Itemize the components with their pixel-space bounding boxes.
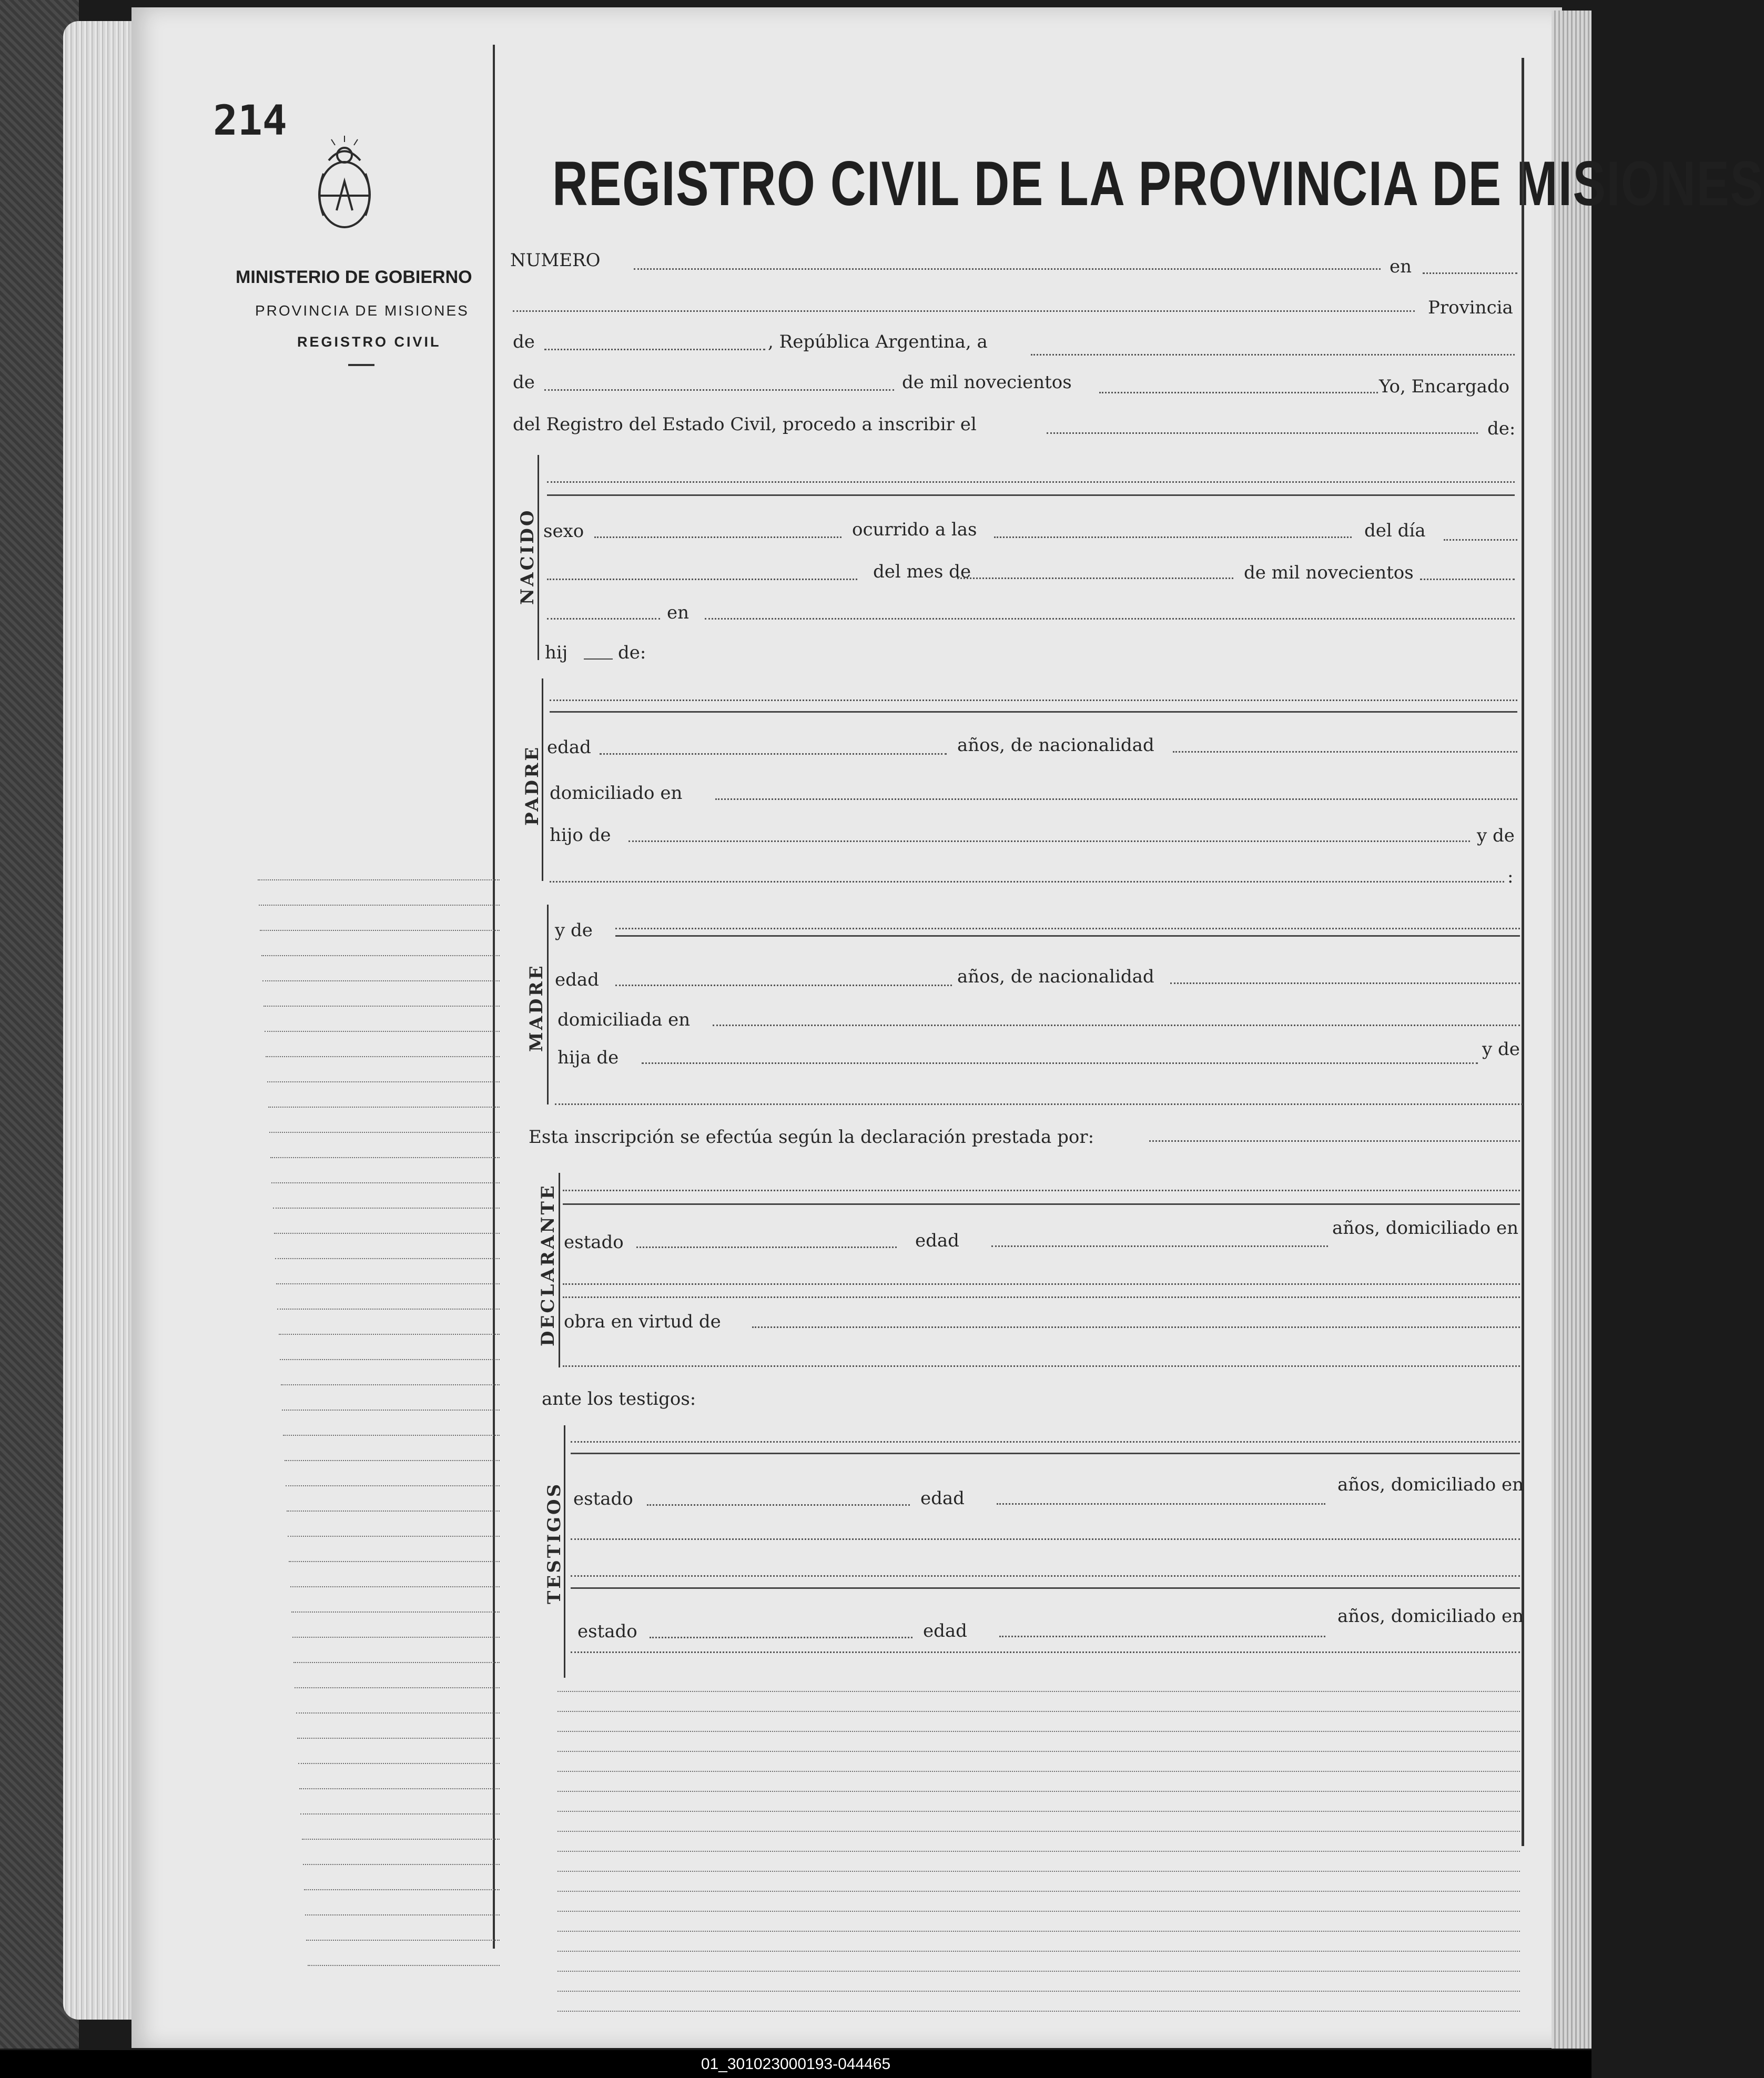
label-de-colon: de: (1487, 418, 1516, 439)
margin-note-line[interactable] (281, 1384, 500, 1385)
divider-testigo-1 (571, 1453, 1520, 1454)
field-hora[interactable] (994, 536, 1352, 538)
margin-note-line[interactable] (287, 1511, 500, 1512)
observation-line[interactable] (557, 1751, 1520, 1752)
divider-padre (550, 711, 1517, 713)
margin-note-line[interactable] (282, 1410, 500, 1411)
right-border-line (1522, 58, 1524, 1846)
observation-line[interactable] (557, 1731, 1520, 1732)
label-edad-padre: edad (547, 737, 591, 758)
observation-line[interactable] (557, 1931, 1520, 1932)
scan-id: 01_301023000193-044465 (701, 2055, 891, 2073)
divider-testigo-2 (571, 1587, 1520, 1589)
coat-of-arms-icon (308, 131, 381, 237)
field-domicilio-testigo-1[interactable] (571, 1538, 1520, 1540)
margin-note-line[interactable] (300, 1813, 500, 1815)
field-testigo-1-nombre[interactable] (571, 1441, 1520, 1443)
label-en: en (1390, 256, 1412, 277)
label-yo-encargado: Yo, Encargado (1379, 376, 1510, 397)
office-name: REGISTRO CIVIL (297, 334, 441, 350)
field-estado-testigo-2[interactable] (650, 1637, 913, 1638)
label-estado-testigo-2: estado (577, 1621, 637, 1642)
margin-note-line[interactable] (259, 905, 500, 906)
divider-nacido (547, 494, 1515, 496)
section-label-testigos: TESTIGOS (544, 1482, 565, 1604)
label-estado-declarante: estado (564, 1232, 624, 1253)
margin-note-line[interactable] (291, 1611, 500, 1613)
label-sexo: sexo (543, 521, 584, 542)
margin-note-line[interactable] (277, 1309, 500, 1310)
observation-line[interactable] (557, 1791, 1520, 1792)
field-dia[interactable] (1444, 539, 1517, 541)
label-del-dia: del día (1364, 520, 1426, 541)
label-provincia: Provincia (1428, 297, 1513, 318)
margin-note-line[interactable] (297, 1738, 500, 1739)
label-hijo-de: hijo de (550, 825, 611, 846)
divider-madre (615, 935, 1520, 937)
margin-line (493, 45, 495, 1949)
province-name: PROVINCIA DE MISIONES (255, 302, 469, 319)
label-domiciliada-madre: domiciliada en (557, 1009, 691, 1030)
margin-note-line[interactable] (290, 1586, 500, 1587)
field-testigo-2-nombre[interactable] (571, 1575, 1520, 1577)
margin-note-line[interactable] (306, 1940, 500, 1941)
label-de-mil-nacido: de mil novecientos (1244, 562, 1414, 583)
field-edad-declarante[interactable] (991, 1245, 1328, 1247)
label-nacionalidad-padre: años, de nacionalidad (957, 735, 1154, 756)
field-estado-declarante[interactable] (636, 1246, 897, 1248)
field-nombre-declarante[interactable] (563, 1190, 1520, 1191)
field-edad-padre[interactable] (600, 753, 947, 755)
margin-note-line[interactable] (304, 1889, 500, 1890)
margin-note-line[interactable] (279, 1334, 500, 1335)
field-domicilio-testigo-2[interactable] (571, 1651, 1520, 1653)
label-domiciliado-testigo-1: años, domiciliado en (1337, 1474, 1524, 1495)
field-edad-testigo-2[interactable] (999, 1636, 1325, 1637)
label-de: de (513, 331, 535, 352)
label-colon-padre: : (1507, 866, 1514, 887)
margin-note-line[interactable] (285, 1460, 500, 1461)
field-numero[interactable] (634, 268, 1381, 270)
label-en-nacido: en (667, 602, 690, 623)
field-acto[interactable] (1047, 432, 1478, 434)
margin-note-line[interactable] (308, 1965, 500, 1966)
declarante-bracket (559, 1173, 560, 1367)
field-nombre-madre[interactable] (615, 928, 1520, 929)
observation-line[interactable] (557, 1851, 1520, 1852)
observation-line[interactable] (557, 1891, 1520, 1892)
field-lugar-nacimiento[interactable] (547, 618, 660, 620)
observation-line[interactable] (557, 1811, 1520, 1812)
margin-note-line[interactable] (286, 1485, 500, 1486)
declaracion-text: Esta inscripción se efectúa según la declaración prestada por: (529, 1127, 1094, 1148)
margin-note-line[interactable] (260, 930, 500, 931)
field-obra-en-virtud-2[interactable] (563, 1365, 1520, 1367)
margin-note-line[interactable] (288, 1536, 500, 1537)
observation-line[interactable] (557, 1951, 1520, 1952)
margin-note-line[interactable] (262, 980, 500, 981)
label-edad-testigo-2: edad (923, 1620, 967, 1641)
label-y-de-padre: y de (1477, 825, 1515, 846)
observation-line[interactable] (557, 1831, 1520, 1832)
page-number: 214 (213, 97, 287, 145)
label-y-de-madre: y de (555, 920, 593, 941)
margin-note-line[interactable] (295, 1687, 500, 1688)
section-label-madre: MADRE (526, 964, 547, 1052)
margin-note-line[interactable] (303, 1864, 500, 1865)
field-declaracion[interactable] (1149, 1140, 1520, 1142)
section-label-padre: PADRE (522, 745, 543, 826)
label-de-nacido: de: (618, 642, 646, 663)
label-del-mes: del mes de (873, 561, 971, 582)
margin-note-line[interactable] (269, 1132, 500, 1133)
field-estado-testigo-1[interactable] (647, 1504, 910, 1506)
field-obra-en-virtud[interactable] (752, 1326, 1520, 1328)
margin-note-line[interactable] (296, 1712, 500, 1714)
label-estado-testigo-1: estado (573, 1488, 633, 1509)
field-sexo[interactable] (594, 536, 842, 538)
divider-declarante (563, 1203, 1520, 1205)
margin-note-line[interactable] (258, 879, 500, 880)
field-abuela-paterna[interactable] (550, 881, 1504, 883)
label-hij: hij (545, 642, 568, 663)
field-abuela-materna[interactable] (555, 1103, 1523, 1105)
label-de-2: de (513, 372, 535, 393)
label-domiciliado-padre: domiciliado en (550, 783, 683, 804)
margin-note-line[interactable] (267, 1081, 500, 1082)
label-edad-madre: edad (555, 969, 599, 990)
label-edad-declarante: edad (915, 1230, 959, 1251)
field-nacionalidad-madre[interactable] (1170, 982, 1520, 984)
label-edad-testigo-1: edad (920, 1488, 965, 1509)
field-domicilio-madre[interactable] (713, 1025, 1520, 1026)
margin-note-line[interactable] (289, 1561, 500, 1562)
field-anio[interactable] (1099, 392, 1378, 393)
observation-line[interactable] (557, 1711, 1520, 1712)
margin-note-line[interactable] (263, 1006, 500, 1007)
label-domiciliado-declarante: años, domiciliado en (1332, 1218, 1519, 1239)
margin-note-line[interactable] (270, 1157, 500, 1158)
observation-line[interactable] (557, 2011, 1520, 2012)
margin-note-line[interactable] (273, 1208, 500, 1209)
field-edad-testigo-1[interactable] (997, 1503, 1325, 1505)
label-ocurrido: ocurrido a las (852, 519, 977, 540)
margin-note-line[interactable] (298, 1763, 500, 1764)
label-obra-en-virtud: obra en virtud de (564, 1311, 721, 1332)
margin-note-line[interactable] (292, 1637, 500, 1638)
section-label-declarante: DECLARANTE (538, 1183, 559, 1346)
margin-note-line[interactable] (266, 1056, 500, 1057)
field-hij-ending[interactable] (584, 658, 613, 660)
field-edad-madre[interactable] (615, 985, 952, 986)
field-en[interactable] (1423, 272, 1517, 274)
section-label-nacido: NACIDO (517, 508, 538, 605)
field-lugar-nacimiento-2[interactable] (705, 618, 1515, 620)
field-domicilio-padre[interactable] (715, 798, 1517, 800)
field-mes[interactable] (544, 389, 894, 391)
margin-note-line[interactable] (275, 1258, 500, 1259)
margin-note-line[interactable] (268, 1107, 500, 1108)
page-title: REGISTRO CIVIL DE LA PROVINCIA DE MISIONES (552, 148, 1764, 219)
observation-line[interactable] (557, 1871, 1520, 1872)
page-edge (1552, 11, 1591, 2049)
ministry-name: MINISTERIO DE GOBIERNO (236, 267, 472, 287)
margin-note-line[interactable] (305, 1914, 500, 1915)
observation-line[interactable] (557, 1991, 1520, 1992)
margin-note-line[interactable] (302, 1839, 500, 1840)
label-republica: , República Argentina, a (768, 331, 988, 352)
margin-note-line[interactable] (293, 1662, 500, 1663)
margin-note-line[interactable] (283, 1435, 500, 1436)
margin-note-line[interactable] (299, 1788, 500, 1789)
field-dia-texto[interactable] (547, 579, 857, 580)
observation-line[interactable] (557, 1691, 1520, 1692)
madre-bracket (547, 905, 549, 1104)
testigos-intro-text: ante los testigos: (542, 1388, 696, 1410)
field-fecha-dia[interactable] (1031, 354, 1515, 356)
label-domiciliado-testigo-2: años, domiciliado en (1337, 1606, 1524, 1627)
label-nacionalidad-madre: años, de nacionalidad (957, 966, 1154, 987)
field-en-lugar[interactable] (513, 310, 1415, 312)
field-anio-nacimiento[interactable] (1420, 579, 1515, 580)
field-nacionalidad-padre[interactable] (1173, 751, 1517, 753)
header-divider (348, 364, 374, 366)
label-y-de-madre-2: y de (1482, 1039, 1520, 1060)
field-de-provincia[interactable] (544, 349, 765, 350)
field-domicilio-declarante-2[interactable] (563, 1296, 1520, 1298)
margin-note-line[interactable] (265, 1031, 500, 1032)
margin-note-line[interactable] (276, 1283, 500, 1284)
field-domicilio-declarante[interactable] (563, 1283, 1520, 1285)
field-abuelo-materno[interactable] (642, 1062, 1478, 1064)
margin-note-line[interactable] (261, 955, 500, 956)
margin-note-line[interactable] (274, 1233, 500, 1234)
label-hija-de: hija de (557, 1047, 619, 1068)
field-abuelo-paterno[interactable] (628, 840, 1470, 842)
observation-line[interactable] (557, 1911, 1520, 1912)
observation-line[interactable] (557, 1771, 1520, 1772)
label-de-mil: de mil novecientos (902, 372, 1072, 393)
margin-note-line[interactable] (271, 1182, 500, 1183)
field-nombre-nacido[interactable] (547, 481, 1515, 483)
margin-note-line[interactable] (280, 1359, 500, 1360)
label-del-registro: del Registro del Estado Civil, procedo a inscribir el (513, 414, 977, 435)
label-numero: NUMERO (510, 250, 601, 271)
scan-id-bar (0, 2050, 1591, 2078)
field-mes-nacimiento[interactable] (957, 577, 1233, 579)
observation-line[interactable] (557, 1971, 1520, 1972)
field-nombre-padre[interactable] (550, 700, 1517, 701)
